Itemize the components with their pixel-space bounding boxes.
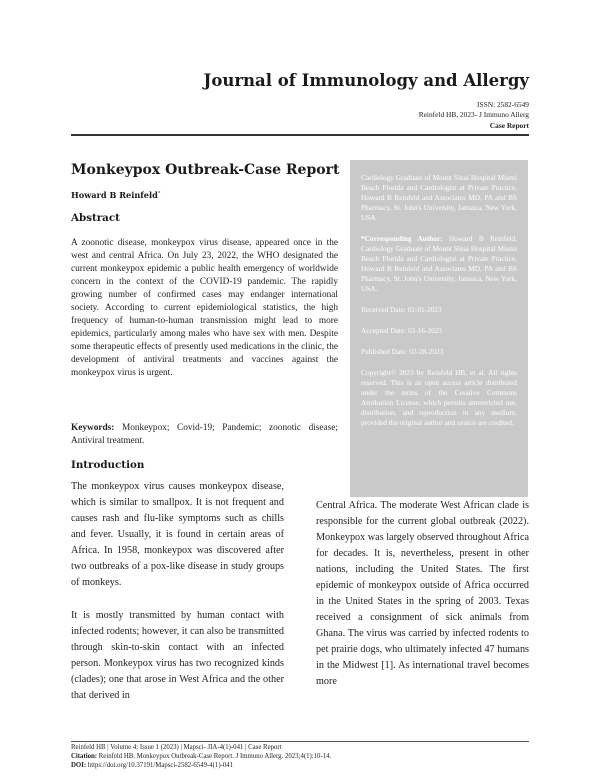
affiliation: Cardiology Graduate of Mount Sinai Hospital Miami Beach Florida and Cardiologist at Private Practice, Howard B Reinfeld and Associates MD, PA and BS Pharmacy, St. John's University, Jamaica, New York, USA — [361, 173, 517, 222]
accepted-date: Accepted Date: 02-16-2023 — [361, 326, 443, 335]
author-name-text: Howard B Reinfeld — [71, 190, 158, 200]
footer-citation — [71, 753, 331, 760]
footer-volume-line: Reinfeld HB | Volume 4; Issue 1 (2023) | Mapsci- JIA-4(1)-041 | Case Report — [71, 744, 282, 751]
received-date: Received Date: 02-01-2023 — [361, 305, 442, 314]
footer-divider — [71, 741, 529, 742]
keywords — [71, 422, 338, 448]
footer-citation-label: Citation: — [71, 753, 98, 760]
author-name — [71, 190, 160, 200]
intro-paragraph-1: The monkeypox virus causes monkeypox disease, which is similar to smallpox. It is not frequent and causes rash and flu-like symptoms such as chills and fever. Usually, it is found in certain areas of Africa. In 1958, monkeypox was discovered after two outbreaks of a pox-like disease in study groups of monkeys. — [71, 481, 284, 588]
short-citation: Reinfeld HB, 2023- J Immuno Allerg — [418, 110, 529, 119]
corresponding-text: Howard B Reinfeld, Cardiology Graduate of Mount Sinai Hospital Miami Beach Florida and Cardiologist at Private Practice, Howard B Reinfeld and Associates MD, PA and BS Pharmacy, St. John's University, Jamaica, New York, USA. — [361, 234, 517, 293]
published-date: Published Date: 02-28-2023 — [361, 347, 444, 356]
doi-link[interactable]: https://doi.org/10.37191/Mapsci-2582-6549-4(1)-041 — [87, 762, 234, 769]
abstract-text: A zoonotic disease, monkeypox virus disease, appeared once in the west and central Africa. On July 23, 2022, the WHO designated the current monkeypox epidemic a public health emergency of worldwide concern in the context of the COVID-19 pandemic. The rapidly growing number of confirmed cases may endanger international society. According to current epidemiological statistics, the high frequency of human-to-human transmission might lead to more epidemics, particularly among males who have sex with men. Despite some therapeutic effects of presently used medications in the clinic, the development of antiviral treatments and vaccines against the monkeypox virus is urgent. — [71, 238, 338, 378]
intro-paragraph-continued: Central Africa. The moderate West African clade is responsible for the current global outbreak (2022). Monkeypox was largely observed throughout Africa for decades. It is, nevertheless, present in other nations, including the United States. The first epidemic of monkeypox outside of Africa occurred in the United States in the spring of 2003. Texas received a consignment of sick animals from Ghana. The virus was carried by infected rodents to pet prairie dogs, who ultimately infected 47 humans in the Midwest [1]. As international travel becomes more — [316, 500, 529, 687]
keywords-text: Monkeypox; Covid-19; Pandemic; zoonotic disease; Antiviral treatment. — [71, 423, 339, 446]
article-info-sidebar — [350, 160, 528, 497]
corresponding-label: *Corresponding Author: — [361, 234, 443, 243]
abstract-heading: Abstract — [71, 212, 120, 224]
article-title: Monkeypox Outbreak-Case Report — [71, 162, 340, 178]
doi-label: DOI: — [71, 762, 87, 769]
footer-doi — [71, 762, 233, 769]
journal-title: Journal of Immunology and Allergy — [203, 71, 529, 90]
intro-paragraph-2: It is mostly transmitted by human contact with infected rodents; however, it can also be transmitted through skin-to-skin contact with an infected person. Monkeypox virus has two recognized kinds (clades); one that arose in West Africa and the other that derived in — [71, 610, 284, 701]
keywords-label: Keywords: — [71, 423, 115, 433]
header-divider — [71, 134, 529, 136]
issn: ISSN: 2582-6549 — [477, 100, 529, 109]
introduction-heading: Introduction — [71, 459, 145, 471]
copyright-notice: Copyright© 2023 by Reinfeld HB, et al. All rights reserved. This is an open access article distributed under the terms of the Creative Commons Attribution License, which permits unrestricted use, distribution, and reproduction in any medium, provided the original author and source are credited. — [361, 368, 517, 427]
footer-citation-text: Reinfeld HB. Monkeypox Outbreak-Case Report. J Immuno Allerg. 2023;4(1):10-14. — [98, 753, 332, 760]
article-type: Case Report — [489, 121, 529, 130]
author-mark: * — [157, 190, 161, 197]
corresponding-author — [361, 234, 517, 294]
